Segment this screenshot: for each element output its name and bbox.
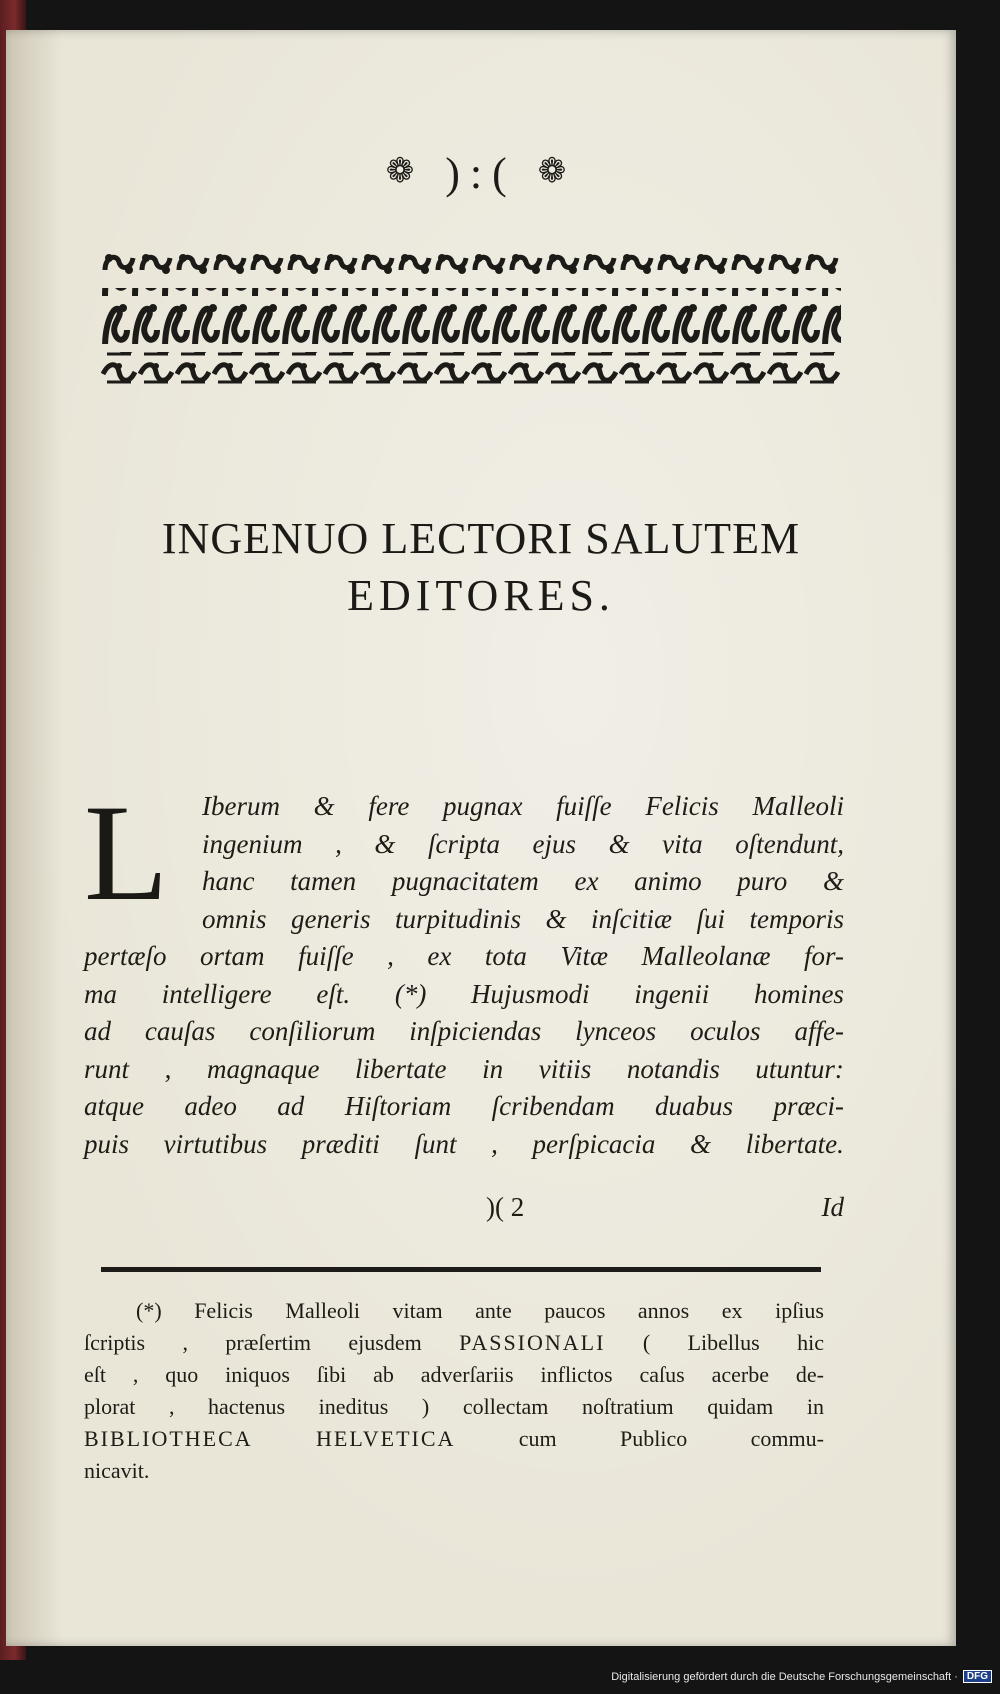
body-line: [84, 976, 844, 1014]
word: ſui: [696, 903, 725, 934]
catchword: Id: [821, 1192, 844, 1222]
dfg-logo: DFG: [963, 1670, 992, 1683]
word: &: [822, 866, 844, 896]
body-line: [84, 1088, 844, 1126]
body-text: [84, 776, 844, 1163]
word: ,: [335, 828, 342, 859]
word: ad: [277, 1091, 305, 1121]
word: ,: [168, 1394, 175, 1419]
word: iniquos: [225, 1362, 290, 1387]
word: runt: [84, 1053, 130, 1084]
word: Hujusmodi: [471, 978, 590, 1009]
word: præci-: [773, 1091, 844, 1121]
footnote-divider: [101, 1267, 821, 1272]
word: ,: [387, 941, 394, 971]
body-line: [84, 938, 844, 976]
word: lynceos: [575, 1016, 657, 1046]
rosette-icon: ❁: [385, 153, 425, 190]
signature-mark-text: ):(: [445, 149, 517, 198]
word: ortam: [200, 941, 265, 971]
word: ipſius: [775, 1298, 824, 1323]
word: omnis: [202, 903, 267, 934]
word: homines: [753, 978, 844, 1009]
word: commu-: [750, 1426, 824, 1451]
body-line: [84, 1126, 844, 1164]
word: affe-: [794, 1016, 844, 1046]
word: adeo: [184, 1091, 237, 1121]
word: atque: [84, 1091, 144, 1121]
word: pugnacitatem: [391, 866, 539, 896]
word: ab: [373, 1362, 394, 1387]
word: inſcitiæ: [590, 903, 672, 934]
body-line: [84, 1013, 844, 1051]
word: fuiſſe: [298, 941, 354, 971]
body-line: [202, 901, 844, 939]
word: Felicis: [194, 1298, 253, 1323]
word: ejus: [532, 828, 577, 859]
word: acerbe: [711, 1362, 769, 1387]
title-line-1: INGENUO LECTORI SALUTEM: [161, 514, 801, 563]
word: nicavit.: [84, 1458, 150, 1483]
word: ,: [182, 1330, 189, 1355]
word: eſt.: [316, 978, 351, 1009]
page-title: [6, 510, 956, 624]
word: &: [545, 903, 567, 934]
page-footer-line: [84, 1192, 844, 1228]
word: ,: [164, 1053, 172, 1084]
word: ex: [427, 941, 452, 971]
word: PASSIONALI: [459, 1330, 606, 1355]
title-line-2: EDITORES.: [347, 571, 615, 621]
word: utuntur:: [755, 1053, 844, 1084]
word: ſcriptis: [84, 1330, 146, 1355]
word: for-: [804, 941, 844, 971]
word: BIBLIOTHECA: [84, 1426, 253, 1451]
page-signature-ornament: [6, 148, 956, 199]
word: quo: [165, 1362, 199, 1387]
body-line: [202, 788, 844, 826]
headpiece-ornament: [101, 248, 841, 390]
word: ante: [475, 1298, 512, 1323]
word: pugnax: [443, 791, 523, 821]
word: vita: [662, 828, 703, 859]
word: puro: [737, 866, 788, 896]
word: ineditus: [318, 1394, 389, 1419]
word: hanc: [202, 866, 255, 896]
word: fere: [368, 791, 410, 821]
word: pertæſo: [84, 941, 167, 971]
word: Hiſtoriam: [344, 1091, 452, 1121]
signature-mark: )( 2: [486, 1192, 525, 1222]
word: generis: [291, 903, 371, 934]
word: (*): [136, 1298, 162, 1323]
footnote-line: [84, 1327, 824, 1359]
word: ex: [574, 866, 599, 896]
book-page: [6, 30, 956, 1646]
word: ma: [84, 978, 117, 1009]
word: turpitudinis: [394, 903, 521, 934]
word: eſt: [84, 1362, 106, 1387]
word: ad: [84, 1016, 111, 1046]
word: duabus: [655, 1091, 734, 1121]
word: ,: [132, 1362, 139, 1387]
word: ,: [491, 1128, 498, 1159]
word: oſtendunt,: [735, 828, 844, 859]
word: caſus: [639, 1362, 685, 1387]
word: Publico: [620, 1426, 688, 1451]
footnote-line: [84, 1359, 824, 1391]
word: cum: [518, 1426, 557, 1451]
word: tamen: [290, 866, 357, 896]
word: libertate.: [745, 1128, 844, 1159]
word: ): [421, 1394, 430, 1419]
credit-text: Digitalisierung gefördert durch die Deutsche Forschungsgemeinschaft ·: [611, 1670, 958, 1683]
body-line: [202, 826, 844, 864]
word: plorat: [84, 1394, 136, 1419]
word: perſpicacia: [532, 1128, 656, 1159]
rosette-icon: ❁: [537, 153, 577, 190]
word: ſcripta: [427, 828, 500, 859]
footnote-line: [84, 1455, 824, 1487]
word: Vitæ: [560, 941, 608, 971]
word: ex: [721, 1298, 743, 1323]
word: de-: [795, 1362, 824, 1387]
word: inſpiciendas: [409, 1016, 542, 1046]
word: (*): [394, 978, 427, 1009]
word: temporis: [749, 903, 844, 934]
word: vitam: [392, 1298, 443, 1323]
word: inflictos: [540, 1362, 613, 1387]
word: animo: [634, 866, 702, 896]
word: ſunt: [414, 1128, 457, 1159]
word: in: [482, 1053, 504, 1084]
word: &: [313, 791, 335, 821]
word: conſiliorum: [249, 1016, 376, 1046]
body-line: [202, 863, 844, 901]
word: paucos: [544, 1298, 606, 1323]
word: ſibi: [316, 1362, 347, 1387]
word: Malleoli: [752, 791, 844, 821]
word: vitiis: [538, 1053, 592, 1084]
word: oculos: [690, 1016, 761, 1046]
word: tota: [484, 941, 527, 971]
word: præſertim: [225, 1330, 311, 1355]
word: hactenus: [208, 1394, 286, 1419]
word: quidam: [707, 1394, 774, 1419]
word: cauſas: [144, 1016, 216, 1046]
word: adverſariis: [420, 1362, 514, 1387]
word: &: [690, 1128, 712, 1159]
word: collectam: [462, 1394, 549, 1419]
digitization-credit: [611, 1670, 992, 1683]
word: ſcribendam: [491, 1091, 615, 1121]
word: virtutibus: [163, 1128, 268, 1159]
word: ejusdem: [348, 1330, 422, 1355]
word: intelligere: [161, 978, 272, 1009]
word: notandis: [626, 1053, 720, 1084]
word: Iberum: [202, 791, 280, 821]
body-line: [84, 1051, 844, 1089]
word: in: [806, 1394, 824, 1419]
word: præditi: [301, 1128, 380, 1159]
drop-cap: L: [84, 776, 169, 929]
footnote-line: [84, 1423, 824, 1455]
word: (: [642, 1330, 651, 1355]
word: HELVETICA: [316, 1426, 456, 1451]
footnote-line: [84, 1295, 824, 1327]
word: &: [374, 828, 396, 859]
footnote-line: [84, 1391, 824, 1423]
word: Felicis: [645, 791, 719, 821]
word: hic: [797, 1330, 824, 1355]
word: noſtratium: [581, 1394, 674, 1419]
footnote: [84, 1295, 824, 1487]
word: Malleoli: [285, 1298, 360, 1323]
word: Libellus: [687, 1330, 760, 1355]
word: libertate: [355, 1053, 447, 1084]
word: puis: [84, 1128, 130, 1159]
word: Malleolanæ: [641, 941, 771, 971]
word: ingenii: [634, 978, 710, 1009]
word: magnaque: [206, 1053, 320, 1084]
word: fuiſſe: [556, 791, 612, 821]
word: ingenium: [202, 828, 303, 859]
word: &: [608, 828, 630, 859]
word: annos: [637, 1298, 690, 1323]
